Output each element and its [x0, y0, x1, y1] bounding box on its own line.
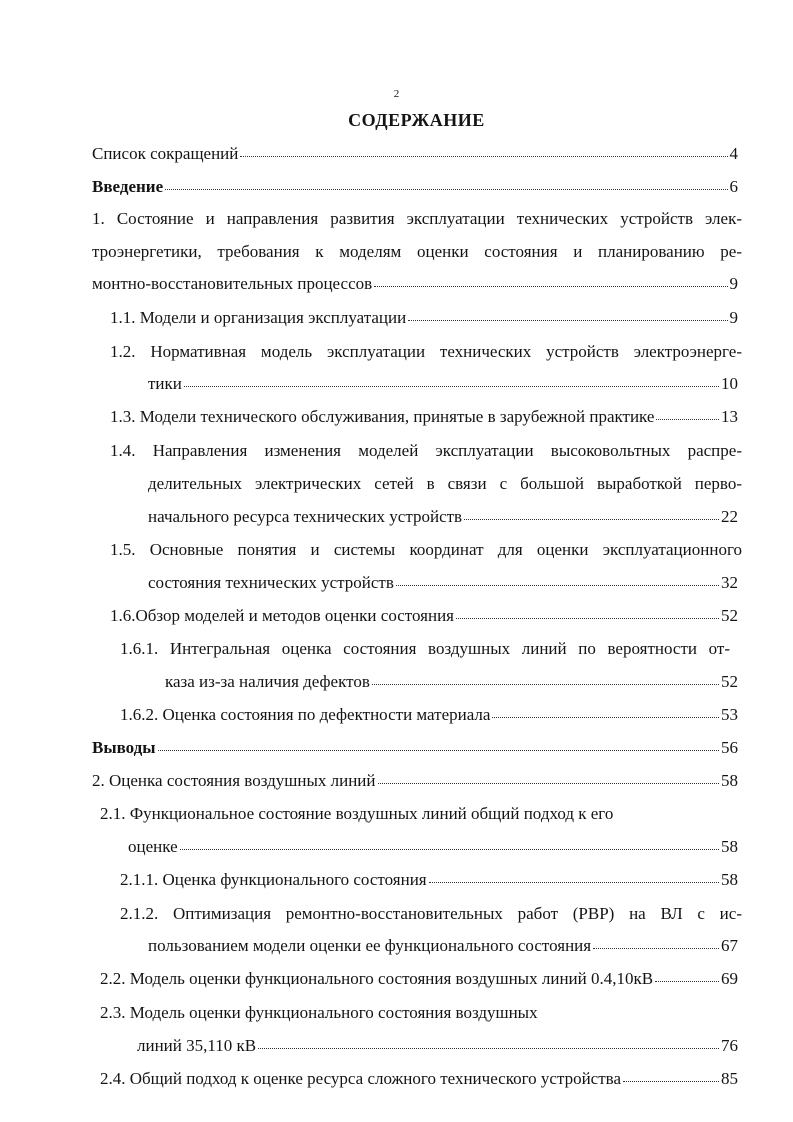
toc-entry-line[interactable]: 1.2. Нормативная модель эксплуатации технических устройств электроэнерге-	[110, 342, 742, 361]
toc-entry-page: 9	[729, 274, 738, 293]
toc-entry[interactable]	[148, 935, 738, 957]
toc-leader	[429, 882, 719, 883]
toc-leader	[593, 948, 719, 949]
toc-entry-title: 1.3. Модели технического обслуживания, принятые в зарубежной практике	[110, 407, 655, 426]
toc-entry[interactable]	[120, 869, 738, 891]
toc-leader	[372, 684, 719, 685]
toc-entry-title: 2.2. Модель оценки функционального состояния воздушных линий 0.4,10кВ	[100, 969, 654, 988]
toc-entry-title: 1.1. Модели и организация эксплуатации	[110, 308, 407, 327]
toc-leader	[396, 585, 719, 586]
toc-entry[interactable]	[100, 968, 738, 990]
toc-leader	[374, 286, 727, 287]
toc-entry-page: 10	[721, 374, 738, 393]
toc-entry-line[interactable]: 1. Состояние и направления развития эксплуатации технических устройств элек-	[92, 209, 742, 228]
toc-leader	[258, 1048, 719, 1049]
toc-entry-title: линий 35,110 кВ	[137, 1036, 257, 1055]
toc-entry-page: 56	[721, 738, 738, 757]
page-number: 2	[393, 88, 400, 100]
toc-entry-title: 1.6.2. Оценка состояния по дефектности материала	[120, 705, 491, 724]
toc-leader	[408, 320, 727, 321]
toc-entry-title: 2. Оценка состояния воздушных линий	[92, 771, 376, 790]
toc-entry-page: 76	[721, 1036, 738, 1055]
toc-entry-line[interactable]: делительных электрических сетей в связи с большой выработкой перво-	[148, 474, 742, 493]
toc-entry-title: пользованием модели оценки ее функционального состояния	[148, 936, 592, 955]
toc-entry[interactable]	[128, 836, 738, 858]
toc-entry-title: Введение	[92, 177, 164, 196]
toc-entry[interactable]	[120, 704, 738, 726]
toc-leader	[655, 981, 719, 982]
toc-entry-title: 2.4. Общий подход к оценке ресурса сложного технического устройства	[100, 1069, 622, 1088]
page-title: СОДЕРЖАНИЕ	[348, 110, 485, 130]
toc-leader	[180, 849, 719, 850]
toc-entry-title: Список сокращений	[92, 144, 239, 163]
toc-entry-page: 69	[721, 969, 738, 988]
toc-entry-page: 6	[729, 177, 738, 196]
toc-entry[interactable]	[92, 143, 738, 165]
toc-entry[interactable]	[148, 506, 738, 528]
toc-entry-line[interactable]: 1.4. Направления изменения моделей эксплуатации высоковольтных распре-	[110, 441, 742, 460]
toc-leader	[165, 189, 727, 190]
toc-entry-title: монтно-восстановительных процессов	[92, 274, 373, 293]
toc-entry-title: каза из-за наличия дефектов	[165, 672, 370, 691]
toc-entry-line[interactable]: 2.1. Функциональное состояние воздушных линий общий подход к его	[100, 804, 614, 823]
toc-entry[interactable]	[148, 373, 738, 395]
toc-entry-page: 4	[729, 144, 738, 163]
toc-entry-line[interactable]: 2.3. Модель оценки функционального состояния воздушных	[100, 1003, 538, 1022]
toc-entry-page: 13	[721, 407, 738, 426]
toc-entry-page: 9	[729, 308, 738, 327]
toc-entry[interactable]	[165, 671, 738, 693]
toc-leader	[184, 386, 719, 387]
toc-leader	[464, 519, 719, 520]
toc-entry[interactable]	[110, 307, 738, 329]
toc-entry-title: состояния технических устройств	[148, 573, 394, 592]
toc-leader	[240, 156, 727, 157]
toc-entry[interactable]	[110, 406, 738, 428]
toc-entry-page: 32	[721, 573, 738, 592]
toc-leader	[492, 717, 719, 718]
toc-entry-line[interactable]: 1.6.1. Интегральная оценка состояния воздушных линий по вероятности от-	[120, 639, 730, 658]
toc-entry-page: 58	[721, 771, 738, 790]
toc-entry[interactable]	[100, 1068, 738, 1090]
toc-entry-page: 52	[721, 606, 738, 625]
toc-entry[interactable]	[92, 737, 738, 759]
toc-entry-page: 52	[721, 672, 738, 691]
toc-leader	[378, 783, 720, 784]
toc-entry-page: 58	[721, 870, 738, 889]
toc-entry[interactable]	[148, 572, 738, 594]
toc-entry-title: 2.1.1. Оценка функционального состояния	[120, 870, 427, 889]
toc-entry[interactable]	[92, 176, 738, 198]
toc-leader	[623, 1081, 719, 1082]
toc-entry-title: тики	[148, 374, 182, 393]
toc-entry-page: 53	[721, 705, 738, 724]
toc-entry-page: 22	[721, 507, 738, 526]
toc-entry-page: 85	[721, 1069, 738, 1088]
toc-entry[interactable]	[137, 1035, 738, 1057]
toc-entry-page: 58	[721, 837, 738, 856]
toc-entry[interactable]	[92, 770, 738, 792]
toc-entry[interactable]	[110, 605, 738, 627]
toc-leader	[456, 618, 719, 619]
toc-entry-title: Выводы	[92, 738, 156, 757]
toc-entry-title: оценке	[128, 837, 178, 856]
toc-entry-line[interactable]: троэнергетики, требования к моделям оценки состояния и планированию ре-	[92, 242, 742, 261]
toc-leader	[158, 750, 719, 751]
toc-entry-page: 67	[721, 936, 738, 955]
toc-entry-title: начального ресурса технических устройств	[148, 507, 463, 526]
toc-entry[interactable]	[92, 273, 738, 295]
toc-leader	[656, 419, 719, 420]
toc-entry-line[interactable]: 2.1.2. Оптимизация ремонтно-восстановительных работ (РВР) на ВЛ с ис-	[120, 904, 742, 923]
toc-entry-title: 1.6.Обзор моделей и методов оценки состояния	[110, 606, 455, 625]
toc-entry-line[interactable]: 1.5. Основные понятия и системы координат для оценки эксплуатационного	[110, 540, 742, 559]
